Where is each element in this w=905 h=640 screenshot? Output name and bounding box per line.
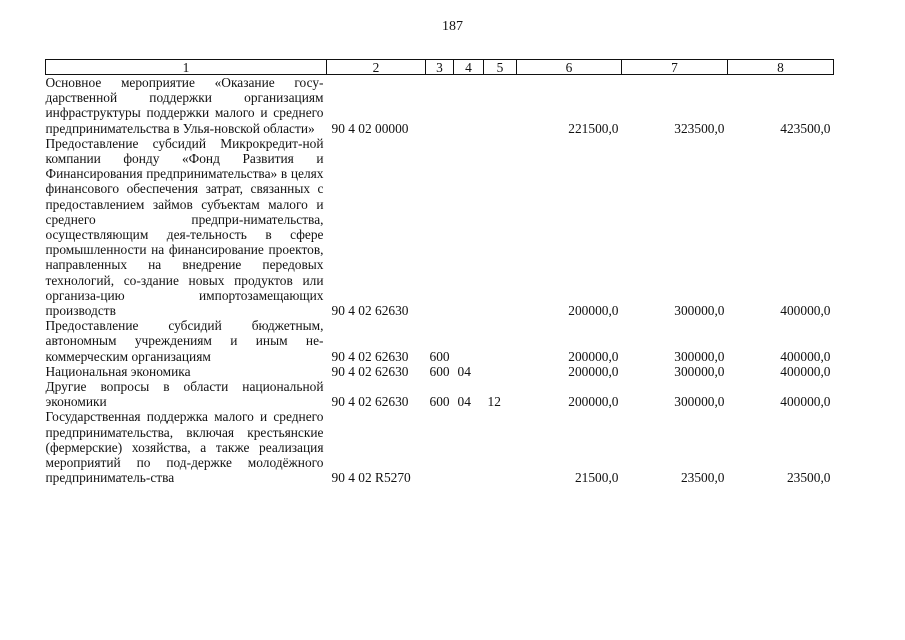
amount-year-2: 300000,0: [674, 363, 725, 379]
amount-year-3: 400000,0: [780, 363, 831, 379]
amount-year-1: 200000,0: [568, 394, 619, 410]
amount-year-1: 200000,0: [568, 363, 619, 379]
column-header-5: 5: [484, 60, 517, 75]
amount-year-1: 200000,0: [568, 348, 619, 364]
section-code: [454, 409, 484, 485]
subsection-code: [484, 75, 517, 136]
amount-year-2: 300000,0: [674, 348, 725, 364]
amount-year-2: 323500,0: [674, 120, 725, 136]
section-code: [454, 136, 484, 318]
subsection-code: [484, 136, 517, 318]
budget-table: [45, 59, 834, 485]
row-name: Предоставление субсидий Микрокредит-ной компании фонду «Фонд Развития и Финансирования предпринимательства» в целях финансового обеспечения затрат, связанных с предоставлением займов субъектам малого и среднего предпри-нимательства, осуществляющим дея-тельность в сфере промышленности на финансирование проектов, направленных на внедрение передовых технологий, со-здание новых продуктов или организа-цию импортозамещающих производств: [45, 135, 324, 319]
amount-year-1: 200000,0: [568, 303, 619, 319]
amount-year-3: 23500,0: [786, 470, 831, 486]
amount-year-3: 400000,0: [780, 348, 831, 364]
row-name: Государственная поддержка малого и среднего предпринимательства, включая крестьянские (фермерские) хозяйства, а также реализация мероприятий по под-держке молодёжного предприниматель-ства: [45, 409, 324, 486]
expense-type-code: 600: [429, 394, 450, 410]
column-header-3: 3: [426, 60, 454, 75]
section-code: 04: [457, 363, 471, 379]
section-code: [454, 318, 484, 364]
column-header-8: 8: [728, 60, 834, 75]
column-header-1: 1: [46, 60, 327, 75]
target-article-code: 90 4 02 R5270: [331, 470, 411, 486]
table-row: [46, 136, 834, 318]
column-header-4: 4: [454, 60, 484, 75]
expense-type-code: 600: [429, 348, 450, 364]
amount-year-3: 400000,0: [780, 394, 831, 410]
target-article-code: 90 4 02 62630: [331, 303, 409, 319]
column-header-6: 6: [517, 60, 622, 75]
amount-year-2: 23500,0: [680, 470, 725, 486]
expense-type-code: [426, 409, 454, 485]
table-header: [46, 60, 834, 75]
subsection-code: [484, 409, 517, 485]
amount-year-2: 300000,0: [674, 394, 725, 410]
page-number: 187: [442, 19, 463, 34]
subsection-code: [484, 364, 517, 379]
table-body: [46, 75, 834, 486]
amount-year-1: 21500,0: [574, 470, 619, 486]
column-header-2: 2: [327, 60, 426, 75]
target-article-code: 90 4 02 00000: [331, 120, 409, 136]
section-code: 04: [457, 394, 471, 410]
table-row: [46, 409, 834, 485]
amount-year-2: 300000,0: [674, 303, 725, 319]
row-name: Другие вопросы в области национальной экономики: [45, 379, 324, 410]
target-article-code: 90 4 02 62630: [331, 348, 409, 364]
expense-type-code: [426, 75, 454, 136]
amount-year-3: 423500,0: [780, 120, 831, 136]
amount-year-1: 221500,0: [568, 120, 619, 136]
row-name: Национальная экономика: [45, 363, 191, 379]
table-row: [46, 379, 834, 409]
subsection-code: [484, 318, 517, 364]
subsection-code: 12: [487, 394, 501, 410]
expense-type-code: [426, 136, 454, 318]
amount-year-3: 400000,0: [780, 303, 831, 319]
column-header-7: 7: [622, 60, 728, 75]
table-row: [46, 364, 834, 379]
section-code: [454, 75, 484, 136]
table-row: [46, 75, 834, 136]
target-article-code: 90 4 02 62630: [331, 394, 409, 410]
row-name: Основное мероприятие «Оказание госу-дарственной поддержки организациям инфраструктуры поддержки малого и среднего предпринимательства в Улья-новской области»: [45, 75, 324, 136]
target-article-code: 90 4 02 62630: [331, 363, 409, 379]
expense-type-code: 600: [429, 363, 450, 379]
table-row: [46, 318, 834, 364]
row-name: Предоставление субсидий бюджетным, автономным учреждениям и иным не-коммерческим организациям: [45, 318, 324, 364]
